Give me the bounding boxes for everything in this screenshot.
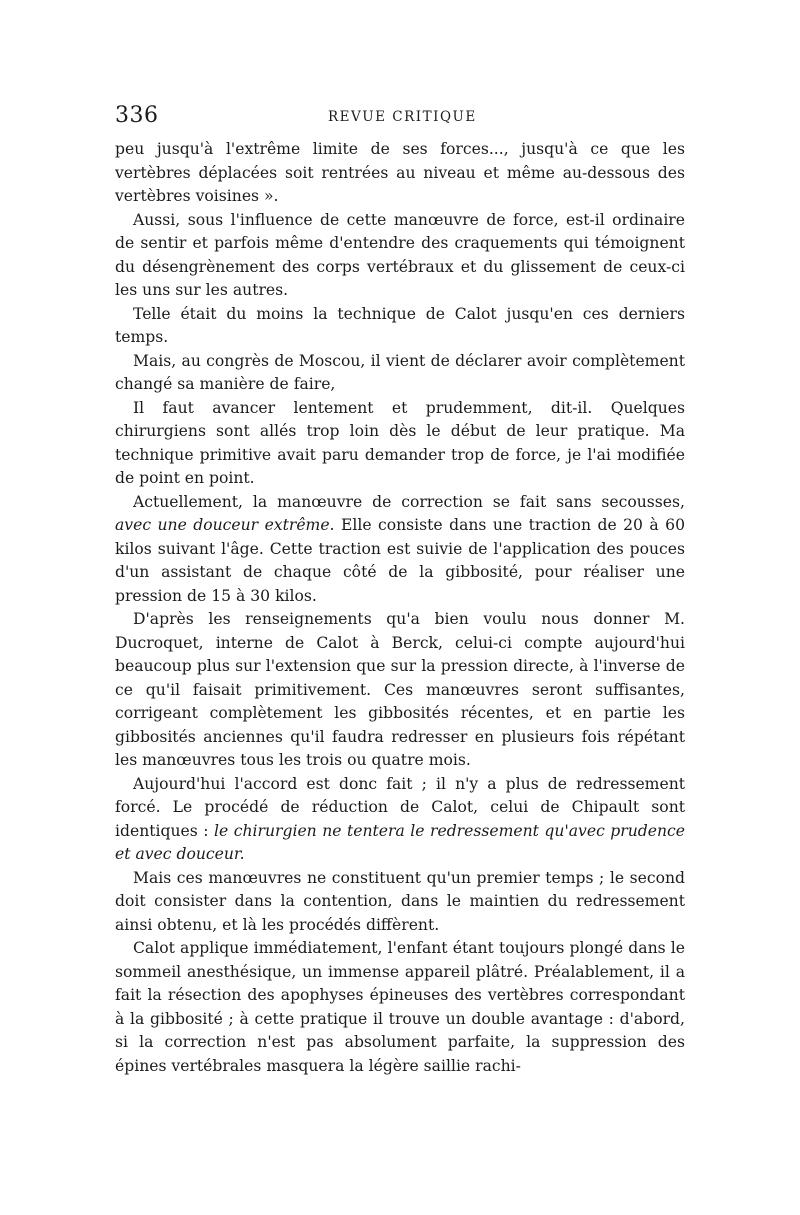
paragraph-6-text-b: Elle consiste dans une traction de 20 à 60 kilos suivant l'âge. Cette traction est suivie de l'application des pouces d'un assistant de chaque côté de la gibbosité, pour réaliser une pression de 15 à 30 kilos. xyxy=(115,516,685,605)
paragraph-9: Mais ces manœuvres ne constituent qu'un premier temps ; le second doit consister dans la contention, dans le maintien du redressement ainsi obtenu, et là les procédés diffèrent. xyxy=(115,868,685,934)
paragraph-1: peu jusqu'à l'extrême limite de ses forces..., jusqu'à ce que les vertèbres déplacées soit rentrées au niveau et même au-dessous des vertèbres voisines ». xyxy=(115,140,685,205)
paragraph-8-emphasis: le chirurgien ne tentera le redressement qu'avec prudence et avec douceur. xyxy=(115,821,686,863)
page-number: 336 xyxy=(115,103,159,128)
paragraph-10: Calot applique immédiatement, l'enfant étant toujours plongé dans le sommeil anesthésique, un immense appareil plâtré. Préalablement, il a fait la résection des apophyses épineuses des vertèbres correspondant à la gibbosité ; à cette pratique il trouve un double avantage : d'abord, si la correction n'est pas absolument parfaite, la suppression des épines vertébrales masquera la légère saillie rachi- xyxy=(115,939,685,1075)
paragraph-6-emphasis: avec une douceur extrême. xyxy=(115,516,335,534)
paragraph-7: D'après les renseignements qu'a bien voulu nous donner M. Ducroquet, interne de Calot à Berck, celui-ci compte aujourd'hui beaucoup plus sur l'extension que sur la pression directe, à l'inverse de ce qu'il faisait primitivement. Ces manœuvres seront suffisantes, corrigeant complètement les gibbosités récentes, et en partie les gibbosités anciennes qu'il faudra redresser en plusieurs fois répétant les manœuvres tous les trois ou quatre mois. xyxy=(115,610,685,769)
paragraph-3: Telle était du moins la technique de Calot jusqu'en ces derniers temps. xyxy=(115,304,685,346)
paragraph-8-text-a: Aujourd'hui l'accord est donc fait ; il n'y a plus de redressement forcé. Le procédé de réduction de Calot, celui de Chipault sont identiques : xyxy=(115,774,685,840)
page-header xyxy=(115,103,685,133)
paragraph-6-text-a: Actuellement, la manœuvre de correction se fait sans secousses, xyxy=(133,492,685,511)
running-head: REVUE CRITIQUE xyxy=(328,109,477,125)
paragraph-4: Mais, au congrès de Moscou, il vient de déclarer avoir complètement changé sa manière de faire, xyxy=(115,351,685,393)
paragraph-6 xyxy=(115,491,685,609)
paragraph-2: Aussi, sous l'influence de cette manœuvre de force, est-il ordinaire de sentir et parfois même d'entendre des craquements qui témoignent du désengrènement des corps vertébraux et du glissement de ceux-ci les uns sur les autres. xyxy=(115,210,685,299)
body-text xyxy=(115,138,685,1078)
paragraph-8 xyxy=(115,773,685,867)
paragraph-5: Il faut avancer lentement et prudemment, dit-il. Quelques chirurgiens sont allés trop loin dès le début de leur pratique. Ma technique primitive avait paru demander trop de force, je l'ai modifiée de point en point. xyxy=(115,398,685,487)
